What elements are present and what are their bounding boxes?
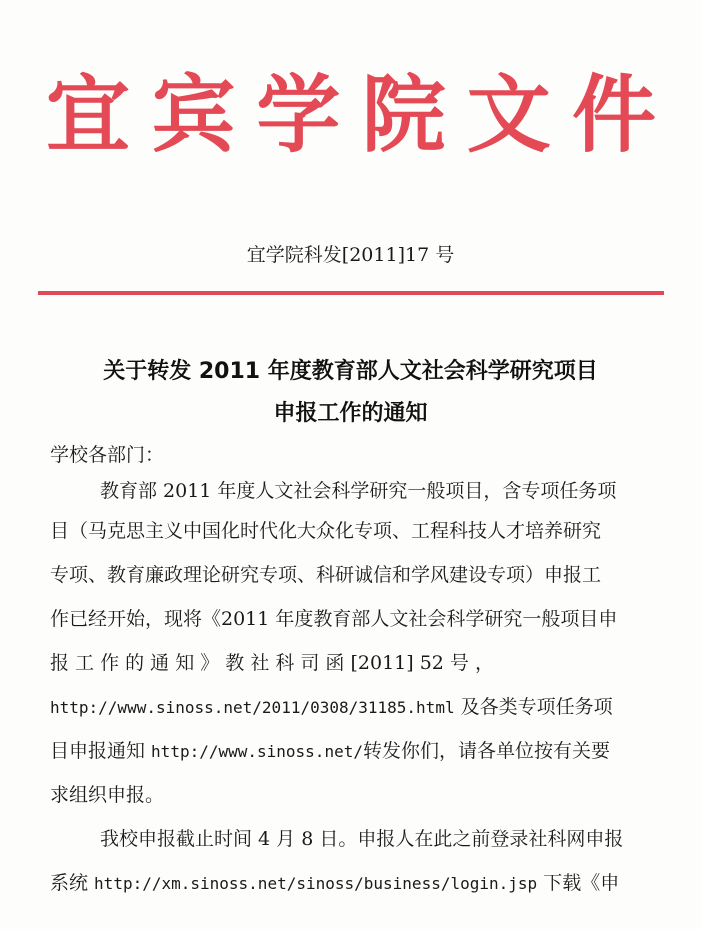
url-link[interactable]: http://xm.sinoss.net/sinoss/business/login.jsp: [94, 874, 538, 893]
paragraph1-line-2: 目（马克思主义中国化时代化大众化专项、工程科技人才培养研究: [50, 520, 602, 542]
masthead: [46, 60, 656, 170]
masthead-char: 文: [466, 65, 551, 164]
salutation: 学校各部门：: [50, 444, 165, 466]
title-line-2: 申报工作的通知: [273, 401, 428, 426]
paragraph1-line-7: [50, 738, 662, 764]
paragraph1-line-5: 报 工 作 的 通 知 》 教 社 科 司 函 [2011] 52 号 ，: [50, 652, 494, 674]
masthead-char: 院: [361, 65, 446, 164]
paragraph2-line-1: 我校申报截止时间 4 月 8 日。申报人在此之前登录社科网申报: [100, 828, 624, 850]
text-span: 目申报通知: [50, 740, 152, 762]
url-link[interactable]: http://www.sinoss.net/2011/0308/31185.html: [50, 698, 455, 717]
text-span: 及各类专项任务项: [454, 696, 613, 718]
text-span: 系统: [50, 872, 95, 894]
masthead-char: 学: [256, 65, 341, 164]
red-divider-rule: [38, 291, 664, 295]
document-number: 宜学院科发[2011]17 号: [246, 244, 455, 266]
paragraph1-line-8: 求组织申报。: [50, 784, 165, 806]
text-span: 转发你们，请各单位按有关要: [362, 740, 610, 762]
title-line-1: 关于转发 2011 年度教育部人文社会科学研究项目: [103, 359, 598, 384]
text-span: 下载《申: [537, 872, 620, 894]
url-link[interactable]: http://www.sinoss.net/: [151, 742, 363, 761]
masthead-char: 件: [571, 65, 656, 164]
masthead-char: 宾: [151, 65, 236, 164]
paragraph2-line-2: [50, 870, 662, 896]
paragraph1-line-6: [50, 694, 662, 720]
masthead-char: 宜: [46, 65, 131, 164]
paragraph1-line-1: 教育部 2011 年度人文社会科学研究一般项目，含专项任务项: [100, 480, 617, 502]
paragraph1-line-4: 作已经开始，现将《2011 年度教育部人文社会科学研究一般项目申: [50, 608, 618, 630]
paragraph1-line-3: 专项、教育廉政理论研究专项、科研诚信和学风建设专项）申报工: [50, 564, 602, 586]
